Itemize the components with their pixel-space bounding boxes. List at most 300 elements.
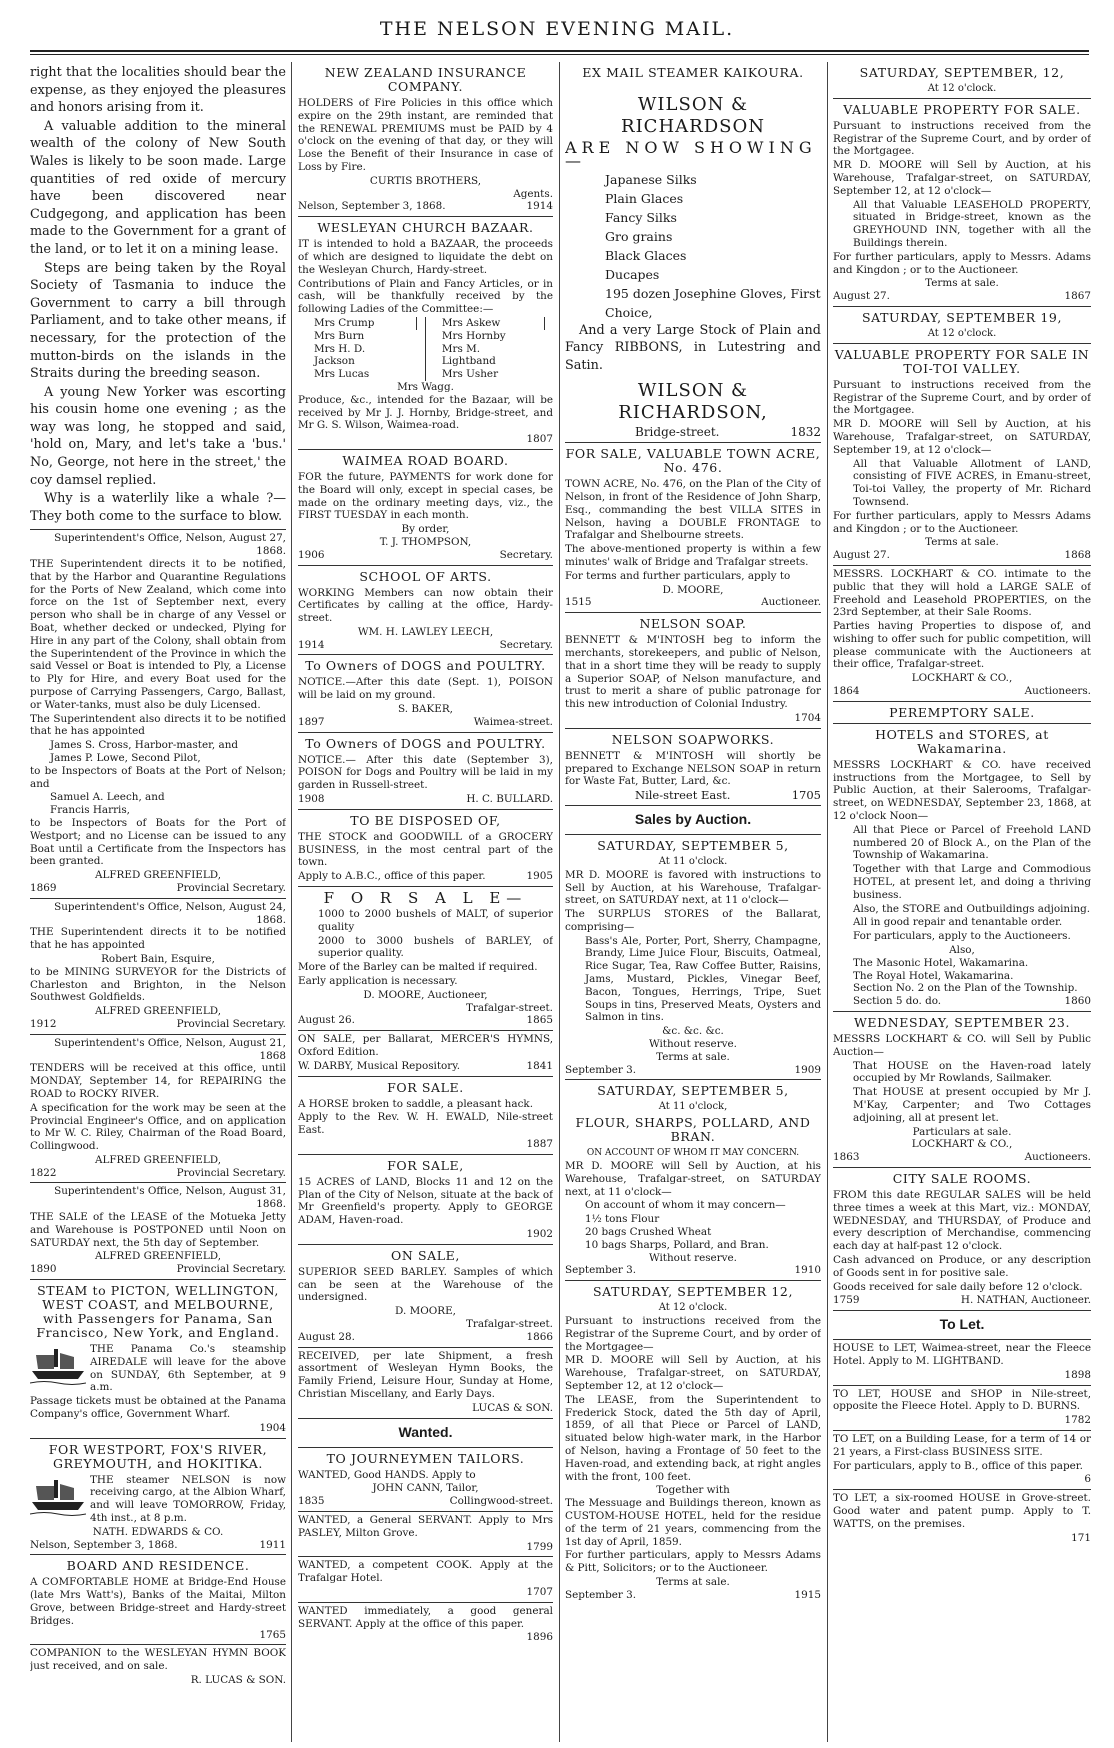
signer: W. DARBY, Musical Repository. (298, 1059, 461, 1072)
ad-lead: ARE NOW SHOWING— (565, 138, 817, 170)
signer-role: Secretary. (499, 548, 553, 561)
ad-body: For particulars, apply to the Auctioneers. (853, 930, 1071, 943)
appointee: Samuel A. Leech, and (50, 791, 165, 804)
article-paragraph: A young New Yorker was escorting his cousin home one evening ; as the way was long, he stopped and said, 'hold on, Mary, and let's take a 'bus.' No, George, not here in the street,' the coy damsel replied. (30, 384, 286, 488)
ad-body: HOUSE to LET, Waimea-street, near the Fleece Hotel. Apply to M. LIGHTBAND. (833, 1342, 1091, 1367)
ad-body: COMPANION to the WESLEYAN HYMN BOOK just received, and on sale. (30, 1647, 286, 1673)
ad-address: Bridge-street. (635, 425, 720, 440)
notice-harbor (30, 530, 286, 898)
ad-body: Together with that Large and Commodious HOTEL, at present let, and doing a thriving business. (853, 863, 1091, 901)
signer: T. J. THOMPSON, (379, 535, 472, 548)
ad-number: 6 (1084, 1473, 1091, 1486)
reserve-line: Without reserve. (648, 1251, 737, 1264)
committee-column (298, 317, 426, 381)
ad-body: WORKING Members can now obtain their Certificates by calling at the office, Hardy-street. (298, 586, 553, 625)
ad-number: 1868 (1064, 549, 1091, 562)
sale-time: At 12 o'clock. (927, 327, 997, 339)
goods-item: 1½ tons Flour (585, 1213, 660, 1226)
notice-body: The Superintendent also directs it to be notified that he has appointed (30, 712, 286, 738)
ad-nelson-soapworks (565, 729, 821, 806)
signer-role: Provincial Secretary. (176, 1263, 286, 1276)
signer-role: Collingwood-street. (449, 1495, 553, 1508)
ad-body: BENNETT & M'INTOSH beg to inform the merchants, storekeepers, and public of Nelson, that in a short time they will be ready to supply a Superior SOAP, of Nelson manufacture, and trust to merit a share of public patronage for this new introduction of Colonial Industry. (565, 634, 821, 711)
goods-item: Ducapes (605, 266, 660, 282)
ad-heading: STEAM to PICTON, WELLINGTON, WEST COAST, and MELBOURNE, with Passengers for Panama, San Francisco, New York, and England. (36, 1283, 280, 1341)
ad-town-acre (565, 443, 821, 613)
ad-body: And a very Large Stock of Plain and Fancy RIBBONS, in Lutestring and Satin. (565, 322, 821, 373)
ad-number: 1832 (790, 425, 821, 440)
terms-line: Particulars at sale. (912, 1125, 1012, 1138)
notice-body: to be Inspectors of Boats at the Port of Nelson; and (30, 764, 286, 790)
ad-number: 1898 (1064, 1368, 1091, 1381)
dateline: Superintendent's Office, Nelson, August 31, 1868. (54, 1185, 286, 1211)
account-line: ON ACCOUNT OF WHOM IT MAY CONCERN. (586, 1148, 800, 1159)
signoff-row (298, 1331, 553, 1344)
ad-number: 1887 (526, 1138, 553, 1150)
signer: LUCAS & SON. (472, 1401, 553, 1414)
appointee: James S. Cross, Harbor-master, and (50, 739, 239, 752)
committee-member: Mrs Lucas (314, 368, 370, 381)
ad-wednesday-sale (833, 1012, 1091, 1168)
signer-role: Auctioneers. (1024, 1151, 1091, 1164)
ad-heading: SCHOOL OF ARTS. (359, 568, 492, 584)
ad-body: FOR the future, PAYMENTS for work done for the Board will only, except in special cases, be made on the ordinary meeting days, viz., the FIRST TUESDAY in each month. (298, 470, 553, 522)
signer: ALFRED GREENFIELD, (94, 869, 222, 882)
goods-item: Japanese Silks (605, 171, 697, 187)
terms-line: Terms at sale. (925, 277, 999, 290)
signer-role: Trafalgar-street. (465, 1001, 553, 1014)
ad-body: WANTED, Good HANDS. Apply to (298, 1468, 476, 1481)
notice-body: to be Inspectors of Boats for the Port of Westport; and no License can be issued to any Boat until a Certificate from the Inspectors has been granted. (30, 816, 286, 868)
ad-number: 1904 (259, 1421, 286, 1434)
ad-body: 2000 to 3000 bushels of BARLEY, of superior quality. (318, 934, 553, 960)
ad-dogs-bullard (298, 733, 553, 810)
signoff-row (30, 1539, 286, 1552)
also-line: Also, (949, 944, 975, 957)
sale-date: SATURDAY, SEPTEMBER 12, (592, 1284, 794, 1300)
ad-heading: WAIMEA ROAD BOARD. (342, 452, 509, 468)
ad-body: Pursuant to instructions received from the Registrar of the Supreme Court, and by order of the Mortgagee— (565, 1315, 821, 1353)
signoff-row (565, 1064, 821, 1077)
ad-body: All that Valuable LEASEHOLD PROPERTY, situated in Bridge-street, known as the GREYHOUND INN, together with all the Buildings therein. (853, 198, 1091, 249)
notice-body: THE SALE of the LEASE of the Motueka Jetty and Warehouse is POSTPONED until Noon on SATURDAY next, the 5th day of September. (30, 1211, 286, 1249)
ad-heading: To Owners of DOGS and POULTRY. (305, 658, 546, 674)
signoff-row (565, 1264, 821, 1277)
committee-member: Mrs Hornby (441, 329, 506, 342)
ad-body: FROM this date REGULAR SALES will be held three times a week at this Mart, viz.: MONDAY, WEDNESDAY, and THURSDAY, of Produce and every description of Merchandise, commencing each day at half-past 12 o'clock. (833, 1188, 1091, 1253)
notice-mining-surveyor (30, 899, 286, 1035)
ad-body: Apply to the Rev. W. H. EWALD, Nile-street East. (298, 1111, 553, 1137)
ad-number: 1822 (30, 1166, 57, 1179)
ad-insurance (298, 62, 553, 217)
ad-number: 1909 (794, 1063, 821, 1076)
ad-companion (30, 1645, 286, 1689)
signoff-row (298, 870, 553, 883)
ad-body: MR D. MOORE is favored with instructions to Sell by Auction, at his Warehouse, Trafalgar-street, on SATURDAY next, at 11 o'clock— (565, 868, 821, 907)
signer-role: Provincial Secretary. (176, 1166, 286, 1179)
ad-heading: VALUABLE PROPERTY FOR SALE IN TOI-TOI VALLEY. (833, 343, 1091, 376)
order-line: By order, (401, 523, 450, 536)
ad-body: Apply to A.B.C., office of this paper. (298, 870, 486, 883)
signoff-row (565, 1589, 821, 1602)
ad-body: All that Valuable Allotment of LAND, consisting of FIVE ACRES, in Emanu-street, Toi-toi Valley, the property of Mr. Richard Townsend. (853, 457, 1091, 508)
ad-body: MESSRS LOCKHART & CO. will Sell by Public Auction— (833, 1033, 1091, 1058)
section-heading: Wanted. (398, 1423, 453, 1440)
ad-heading: ON SALE, (391, 1247, 460, 1263)
goods-list: Bass's Ale, Porter, Port, Sherry, Champagne, Brandy, Lime Juice Flour, Biscuits, Oatmeal, Rice Sugar, Tea, Raw Coffee Butter, Raisins, Jams, Mustard, Pickles, Vinegar Beef, Bacon, Tongues, Herrings, Tripe, Suet Soups in tins, Preserved Meats, Oysters and Salmon in tins. (585, 934, 821, 1024)
signoff-row (833, 290, 1091, 303)
ad-surplus-stores (565, 835, 821, 1081)
ad-number: 1914 (526, 200, 553, 213)
ad-heading: WESLEYAN CHURCH BAZAAR. (317, 220, 534, 236)
ad-number: 1782 (1064, 1414, 1091, 1427)
ad-body: NOTICE.—After this date (Sept. 1), POISON will be laid on my ground. (298, 676, 553, 702)
ad-board-residence (30, 1555, 286, 1645)
signoff-row (298, 1495, 553, 1508)
ad-heading: FOR WESTPORT, FOX'S RIVER, GREYMOUTH, and HOKITIKA. (48, 1441, 268, 1471)
ad-number: 1799 (526, 1540, 553, 1553)
dateline: Superintendent's Office, Nelson, August 27, 1868. (54, 532, 286, 558)
ad-body: MESSRS LOCKHART & CO. have received instructions from the Mortgagee, to Sell by Public Auction, at their Salerooms, Trafalgar-street, on WEDNESDAY, September 23, 1868, at 12 o'clock Noon— (833, 758, 1091, 823)
goods-item: Gro grains (605, 228, 673, 244)
ad-body: THE steamer NELSON is now receiving cargo, at the Albion Wharf, and will leave TOMORROW, Friday, 4th inst., at 8 p.m. (90, 1473, 286, 1525)
ad-number: 1765 (259, 1628, 286, 1641)
signer-role: Secretary. (499, 638, 553, 651)
ad-number: 1841 (526, 1059, 553, 1072)
ad-address: Nile-street East. (635, 788, 731, 803)
signer: JOHN CANN, Tailor, (372, 1482, 479, 1495)
signer: LOCKHART & CO., (911, 1138, 1013, 1151)
sale-date: SATURDAY, SEPTEMBER, 12, (859, 65, 1065, 80)
ad-kaikoura (565, 62, 821, 86)
signoff-row (298, 200, 553, 213)
ad-body: NOTICE.— After this date (September 3), POISON for Dogs and Poultry will be laid in my garden in Russell-street. (298, 753, 553, 792)
signer-role: Waimea-street. (473, 715, 553, 728)
ad-body: The LEASE, from the Superintendent to Frederick Stock, dated the 5th day of April, 1859, of all that Piece or Parcel of LAND, situated below high-water mark, in the Harbor of Nelson, having a Frontage of 50 feet to the Haven-road, and extending back, at right angles with the front, 100 feet. (565, 1393, 821, 1483)
ad-building-lease (833, 1431, 1091, 1490)
ad-seed-barley (298, 1245, 553, 1348)
ad-number: 1914 (298, 638, 325, 651)
ad-heading: FOR SALE. (387, 1079, 464, 1095)
signer: S. BAKER, (398, 703, 453, 716)
article-news (30, 62, 286, 530)
ad-servant (298, 1512, 553, 1557)
sale-date: SATURDAY, SEPTEMBER 19, (861, 309, 1063, 325)
article-paragraph: Why is a waterlily like a whale ?— They both come to the surface to blow. (30, 491, 286, 524)
sale-date: SATURDAY, SEPTEMBER 5, (597, 1083, 789, 1099)
ad-number: 1759 (833, 1294, 860, 1307)
ad-number: 1910 (794, 1264, 821, 1277)
section-sales-by-auction (565, 806, 821, 835)
signoff-row (298, 716, 553, 729)
ad-date: September 3. (565, 1588, 637, 1601)
signoff-row (30, 882, 286, 895)
ad-six-roomed-house (833, 1490, 1091, 1547)
signer: WM. H. LAWLEY LEECH, (357, 625, 494, 638)
ad-body: HOLDERS of Fire Policies in this office which expire on the 29th instant, are reminded that the RENEWAL PREMIUMS must be PAID by 4 o'clock on the evening of that day, or they will Lose the Benefit of their Insurance in case of Loss by Fire. (298, 97, 553, 173)
ad-number: 1906 (298, 548, 325, 561)
signer: H. C. BULLARD. (466, 793, 553, 806)
ad-number: 1707 (526, 1585, 553, 1598)
ad-school-of-arts (298, 566, 553, 656)
section-heading: Sales by Auction. (634, 810, 752, 827)
ad-heading: VALUABLE PROPERTY FOR SALE. (833, 98, 1091, 117)
article-paragraph: A valuable addition to the mineral wealth of the colony of New South Wales is likely to be soon made. Large quantities of red oxide of mercury have been discovered near Cudgegong, and application has been made to the Government for a grant of the land, or to let it on a mining lease. (30, 118, 286, 257)
notice-tenders (30, 1035, 286, 1184)
signoff-row (833, 995, 1091, 1008)
ad-number: 1869 (30, 881, 57, 894)
ad-number: 171 (1071, 1531, 1091, 1544)
ad-date: August 28. (298, 1330, 355, 1343)
ad-steam-picton (30, 1280, 286, 1439)
ad-heading: PEREMPTORY SALE. (889, 704, 1035, 720)
notice-body: A specification for the work may be seen at the Provincial Engineer's Office, and on application to Mr W. C. Riley, Chairman of the Road Board, Collingwood. (30, 1101, 286, 1153)
signer: ALFRED GREENFIELD, (94, 1005, 222, 1018)
ad-body: Contributions of Plain and Fancy Articles, or in cash, will be thankfully received by the following Ladies of the Committee:— (298, 277, 553, 316)
ad-body: More of the Barley can be malted if required. (298, 961, 538, 974)
ad-malt-barley (298, 887, 553, 1031)
sale-time: At 11 o'clock. (658, 855, 728, 867)
ad-number: 1902 (526, 1227, 553, 1240)
signoff-row (298, 793, 553, 806)
signer: NATH. EDWARDS & CO. (92, 1525, 224, 1538)
signoff-row (30, 1263, 286, 1276)
committee-member: Mrs Crump (306, 317, 417, 330)
ad-body: ON SALE, per Ballarat, MERCER'S HYMNS, Oxford Edition. (298, 1033, 553, 1059)
ad-body: 15 ACRES of LAND, Blocks 11 and 12 on the Plan of the City of Nelson, situate at the back of Mr Greenfield's property. Apply to GEORGE ADAM, Haven-road. (298, 1175, 553, 1227)
ad-body: Also, the STORE and Outbuildings adjoining. (853, 902, 1091, 915)
ad-body: For terms and further particulars, apply to (565, 569, 791, 582)
property-line: Section No. 2 on the Plan of the Township. (853, 982, 1078, 995)
goods-item: Plain Glaces (605, 190, 684, 206)
ad-number: 1705 (791, 788, 821, 803)
ad-body: Pursuant to instructions received from the Registrar of the Supreme Court, and by order of the Mortgagee. (833, 378, 1091, 417)
ad-heading: EX MAIL STEAMER KAIKOURA. (582, 65, 804, 80)
ad-body: Pursuant to instructions received from the Registrar of the Supreme Court, and by order of the Mortgagee. (833, 119, 1091, 158)
ad-body: BENNETT & M'INTOSH will shortly be prepared to Exchange NELSON SOAP in return for Waste Fat, Butter, Lard, &c. (565, 749, 821, 788)
ad-number: 1867 (1064, 290, 1091, 303)
column-1 (30, 62, 286, 1742)
notice-body: THE Superintendent directs it to be notified, that by the Harbor and Quarantine Regulations for the Ports of New Zealand, which come into force on the 1st of September next, every person who shall be in charge of any Vessel or Boat, whether decked or undecked, Plying for Hire in any part of the Colony, shall obtain from the Superintendent of the Province in which the said Vessel or Boat is intended to Ply, a License to Ply for Hire, and every Boat used for the purpose of Carrying Passengers, Cargo, Ballast, or Water-tanks, must also be duly Licensed. (30, 558, 286, 711)
ad-body: WANTED, a competent COOK. Apply at the Trafalgar Hotel. (298, 1559, 553, 1585)
ad-heading: BOARD AND RESIDENCE. (66, 1558, 250, 1574)
column-3 (565, 62, 821, 1742)
signer-role: Trafalgar-street. (465, 1317, 553, 1330)
ad-number: 1835 (298, 1495, 325, 1508)
ad-dogs-baker (298, 655, 553, 732)
ad-cook (298, 1557, 553, 1602)
ad-heading: FOR SALE, (387, 1157, 464, 1173)
ad-heading: TO JOURNEYMEN TAILORS. (326, 1450, 525, 1466)
ad-body: For further particulars, apply to Messrs Adams and Kingdon ; or to the Auctioneer. (833, 509, 1091, 535)
goods-item: 195 dozen Josephine Gloves, First Choice, (605, 285, 821, 320)
signer: ALFRED GREENFIELD, (94, 1153, 222, 1166)
ad-heading: To Owners of DOGS and POULTRY. (305, 735, 546, 751)
dateline: Superintendent's Office, Nelson, August 24, 1868. (54, 900, 286, 926)
ad-heading: CITY SALE ROOMS. (892, 1170, 1032, 1186)
together-line: Together with (656, 1484, 730, 1497)
sale-date: SATURDAY, SEPTEMBER 5, (597, 837, 789, 853)
ad-hymns (298, 1031, 553, 1076)
ad-land (298, 1155, 553, 1245)
ad-general-servant (298, 1603, 553, 1647)
ad-number: 1911 (259, 1538, 286, 1551)
committee-member: Mrs Burn (314, 329, 365, 342)
ad-heading: F O R S A L E— (323, 889, 528, 908)
brand-name: WILSON & RICHARDSON, (618, 380, 768, 424)
signoff-row (565, 426, 821, 439)
ad-tailors (298, 1448, 553, 1512)
terms-line: Terms at sale. (656, 1050, 730, 1063)
ad-toi-toi-valley (833, 307, 1091, 566)
ad-city-sale-rooms (833, 1168, 1091, 1311)
ad-body: THE Panama Co.'s steamship AIREDALE will leave for the above on SUNDAY, 6th September, at 9 a.m. (90, 1343, 286, 1394)
ad-date: August 27. (833, 549, 890, 562)
signoff-row (298, 549, 553, 562)
committee-list (298, 317, 553, 381)
ad-number: 1866 (526, 1330, 553, 1343)
ad-subheading: HOTELS and STORES, at Wakamarina. (833, 723, 1091, 756)
committee-member: Mrs M. Lightband (441, 342, 496, 368)
ad-body: Cash advanced on Produce, or any description of Goods sent in for positive sale. (833, 1253, 1091, 1279)
property-line: Section 5 do. do. (853, 995, 942, 1008)
notice-body: to be MINING SURVEYOR for the Districts of Charleston and Brighton, in the Nelson Southwest Goldfields. (30, 965, 286, 1004)
notice-motueka (30, 1183, 286, 1280)
goods-item: 10 bags Sharps, Pollard, and Bran. (585, 1238, 769, 1251)
appointee: James P. Lowe, Second Pilot, (50, 751, 201, 764)
ad-nelson-soap (565, 613, 821, 729)
ad-body: MR D. MOORE will Sell by Auction, at his Warehouse, Trafalgar-street, on SATURDAY, September 12, at 12 o'clock— (833, 159, 1091, 197)
section-wanted (298, 1419, 553, 1448)
ad-heading: FLOUR, SHARPS, POLLARD, AND BRAN. (575, 1115, 811, 1145)
steamship-icon (30, 1474, 86, 1518)
ad-body: Early application is necessary. (298, 975, 458, 988)
ad-heading: NELSON SOAPWORKS. (611, 731, 775, 747)
masthead-title: THE NELSON EVENING MAIL. (379, 18, 735, 40)
sale-date: WEDNESDAY, SEPTEMBER 23. (853, 1015, 1071, 1031)
ad-body: Passage tickets must be obtained at the Panama Company's office, Government Wharf. (30, 1395, 286, 1421)
ad-body: MR D. MOORE will Sell by Auction, at his Warehouse, Trafalgar-street, on SATURDAY, September 19, at 12 o'clock— (833, 418, 1091, 456)
appointee: Francis Harris, (50, 804, 130, 817)
ad-body: The SURPLUS STORES of the Ballarat, comprising— (565, 908, 821, 933)
article-paragraph: right that the localities should bear the expense, as they enjoyed the pleasures and honors arising from it. (30, 65, 286, 116)
signoff-row (833, 685, 1091, 698)
ad-body: A HORSE broken to saddle, a pleasant hack. (298, 1097, 533, 1110)
ad-body: For particulars, apply to B., office of this paper. (833, 1459, 1083, 1472)
committee-column (426, 317, 553, 381)
sale-time: At 12 o'clock. (658, 1302, 728, 1314)
ad-bazaar (298, 217, 553, 450)
ad-westport (30, 1439, 286, 1556)
ad-number: 1890 (30, 1263, 57, 1276)
section-to-let (833, 1311, 1091, 1340)
signer: H. NATHAN, Auctioneer. (960, 1294, 1091, 1307)
ad-body: SUPERIOR SEED BARLEY. Samples of which can be seen at the Warehouse of the undersigned. (298, 1265, 553, 1304)
ad-custom-house-hotel (565, 1281, 821, 1604)
ad-heading: FOR SALE, VALUABLE TOWN ACRE, No. 476. (565, 446, 821, 476)
ad-body: TO LET, a six-roomed HOUSE in Grove-street. Good water and patent pump. Apply to T. WATTS, on the premises. (833, 1492, 1091, 1530)
etc-line: &c. &c. &c. (662, 1025, 724, 1038)
sale-time: At 12 o'clock. (927, 83, 997, 94)
masthead (0, 0, 1114, 58)
ad-body: All that Piece or Parcel of Freehold LAND numbered 20 of Block A., on the Plan of the Township of Wakamarina. (853, 823, 1091, 862)
ad-house-shop (833, 1386, 1091, 1431)
ad-number: 1860 (1064, 995, 1091, 1008)
ad-date: September 3. (565, 1063, 637, 1076)
ad-wilson-richardson (565, 86, 821, 443)
signer-role: Provincial Secretary. (176, 1017, 286, 1030)
ad-date: Nelson, September 3, 1868. (298, 200, 446, 213)
goods-item: Black Glaces (605, 247, 687, 263)
ad-number: 1515 (565, 596, 592, 609)
ad-number: 1915 (794, 1588, 821, 1601)
ad-body: MR D. MOORE will Sell by Auction, at his Warehouse, Trafalgar-street, on SATURDAY, September 12, at 12 o'clock— (565, 1354, 821, 1392)
ad-body: On account of whom it may concern— (585, 1199, 786, 1212)
ad-body: For further particulars, apply to Messrs. Adams and Kingdon ; or to the Auctioneer. (833, 250, 1091, 276)
signer: D. MOORE, (395, 1305, 456, 1318)
column-rule (559, 62, 560, 1742)
ad-heading: NEW ZEALAND INSURANCE COMPANY. (324, 65, 527, 94)
signoff-row (298, 1060, 553, 1073)
signer-role: Auctioneer. (761, 596, 821, 609)
ad-number: 1905 (526, 870, 553, 883)
ad-date: Nelson, September 3, 1868. (30, 1538, 178, 1551)
signoff-row (298, 1014, 553, 1027)
signer: CURTIS BROTHERS, (369, 174, 482, 187)
ad-date: September 3. (565, 1264, 637, 1277)
ad-body: TOWN ACRE, No. 476, on the Plan of the City of Nelson, in front of the Residence of John Sharp, Esq., commanding the best VILLA SITES in Nelson, having a DOUBLE FRONTAGE to Trafalgar and Shelbourne streets. (565, 478, 821, 542)
ad-body: 1000 to 2000 bushels of MALT, of superior quality (318, 908, 553, 933)
signer-role: Auctioneers. (1024, 685, 1091, 698)
ad-peremptory-sale (833, 702, 1091, 1012)
signoff-row (30, 1018, 286, 1031)
signer-role: Provincial Secretary. (176, 881, 286, 894)
committee-member: Mrs Wagg. (397, 380, 454, 393)
committee-member: Mrs Usher (441, 368, 499, 381)
ad-body: The Messuage and Buildings thereon, known as CUSTOM-HOUSE HOTEL, held for the residue of the term of 21 years, commencing from the 1st day of April, 1859. (565, 1497, 821, 1548)
column-4 (833, 62, 1091, 1742)
ad-body: TO LET, HOUSE and SHOP in Nile-street, opposite the Fleece Hotel. Apply to D. BURNS. (833, 1387, 1091, 1413)
signoff-row (565, 596, 821, 609)
ad-number: 1704 (794, 711, 821, 724)
ad-body: A COMFORTABLE HOME at Bridge-End House (late Mrs Watt's), Banks of the Maitai, Milton Grove, between Bridge-street and Hardy-street Bridges. (30, 1576, 286, 1627)
ad-date: August 26. (298, 1014, 355, 1027)
ad-number: 1865 (526, 1014, 553, 1027)
signer: D. MOORE, (662, 583, 724, 596)
reserve-line: Without reserve. (648, 1038, 737, 1051)
ad-number: 1912 (30, 1017, 57, 1030)
signer-role: Agents. (513, 187, 553, 200)
signoff-row (30, 1167, 286, 1180)
ad-body: Parties having Properties to dispose of, and wishing to offer such for public competition, will please communicate with the Auctioneers at their office, Trafalgar-street. (833, 620, 1091, 671)
ad-number: 1864 (833, 685, 860, 698)
appointee: Robert Bain, Esquire, (101, 952, 215, 965)
signoff-row (833, 549, 1091, 562)
ad-heading: TO BE DISPOSED OF, (350, 812, 501, 828)
committee-member: Mrs Askew (434, 317, 545, 330)
signer: LOCKHART & CO., (911, 672, 1013, 685)
signoff-row (833, 1294, 1091, 1307)
ad-body: RECEIVED, per late Shipment, a fresh assortment of Wesleyan Hymn Books, the Family Friend, Leisure Hour, Sunday at Home, Christian Miscellany, and Early Days. (298, 1349, 553, 1400)
section-heading: To Let. (939, 1316, 985, 1333)
signoff-row (298, 639, 553, 652)
ad-body: WANTED immediately, a good general SERVANT. Apply at the office of this paper. (298, 1604, 553, 1630)
notice-body: THE Superintendent directs it to be notified that he has appointed (30, 926, 286, 952)
ad-body: For further particulars, apply to Messrs Adams & Pitt, Solicitors; or to the Auctioneer. (565, 1549, 821, 1575)
terms-line: Terms at sale. (925, 536, 999, 549)
article-paragraph: Steps are being taken by the Royal Society of Tasmania to induce the Government to carry a bill through Parliament, and to take other means, if necessary, for the protection of the mutton-birds on the islands in the Straits during the breeding season. (30, 260, 286, 382)
ad-body: IT is intended to hold a BAZAAR, the proceeds of which are designed to liquidate the debt on the Wesleyan Church, Hardy-street. (298, 238, 553, 276)
